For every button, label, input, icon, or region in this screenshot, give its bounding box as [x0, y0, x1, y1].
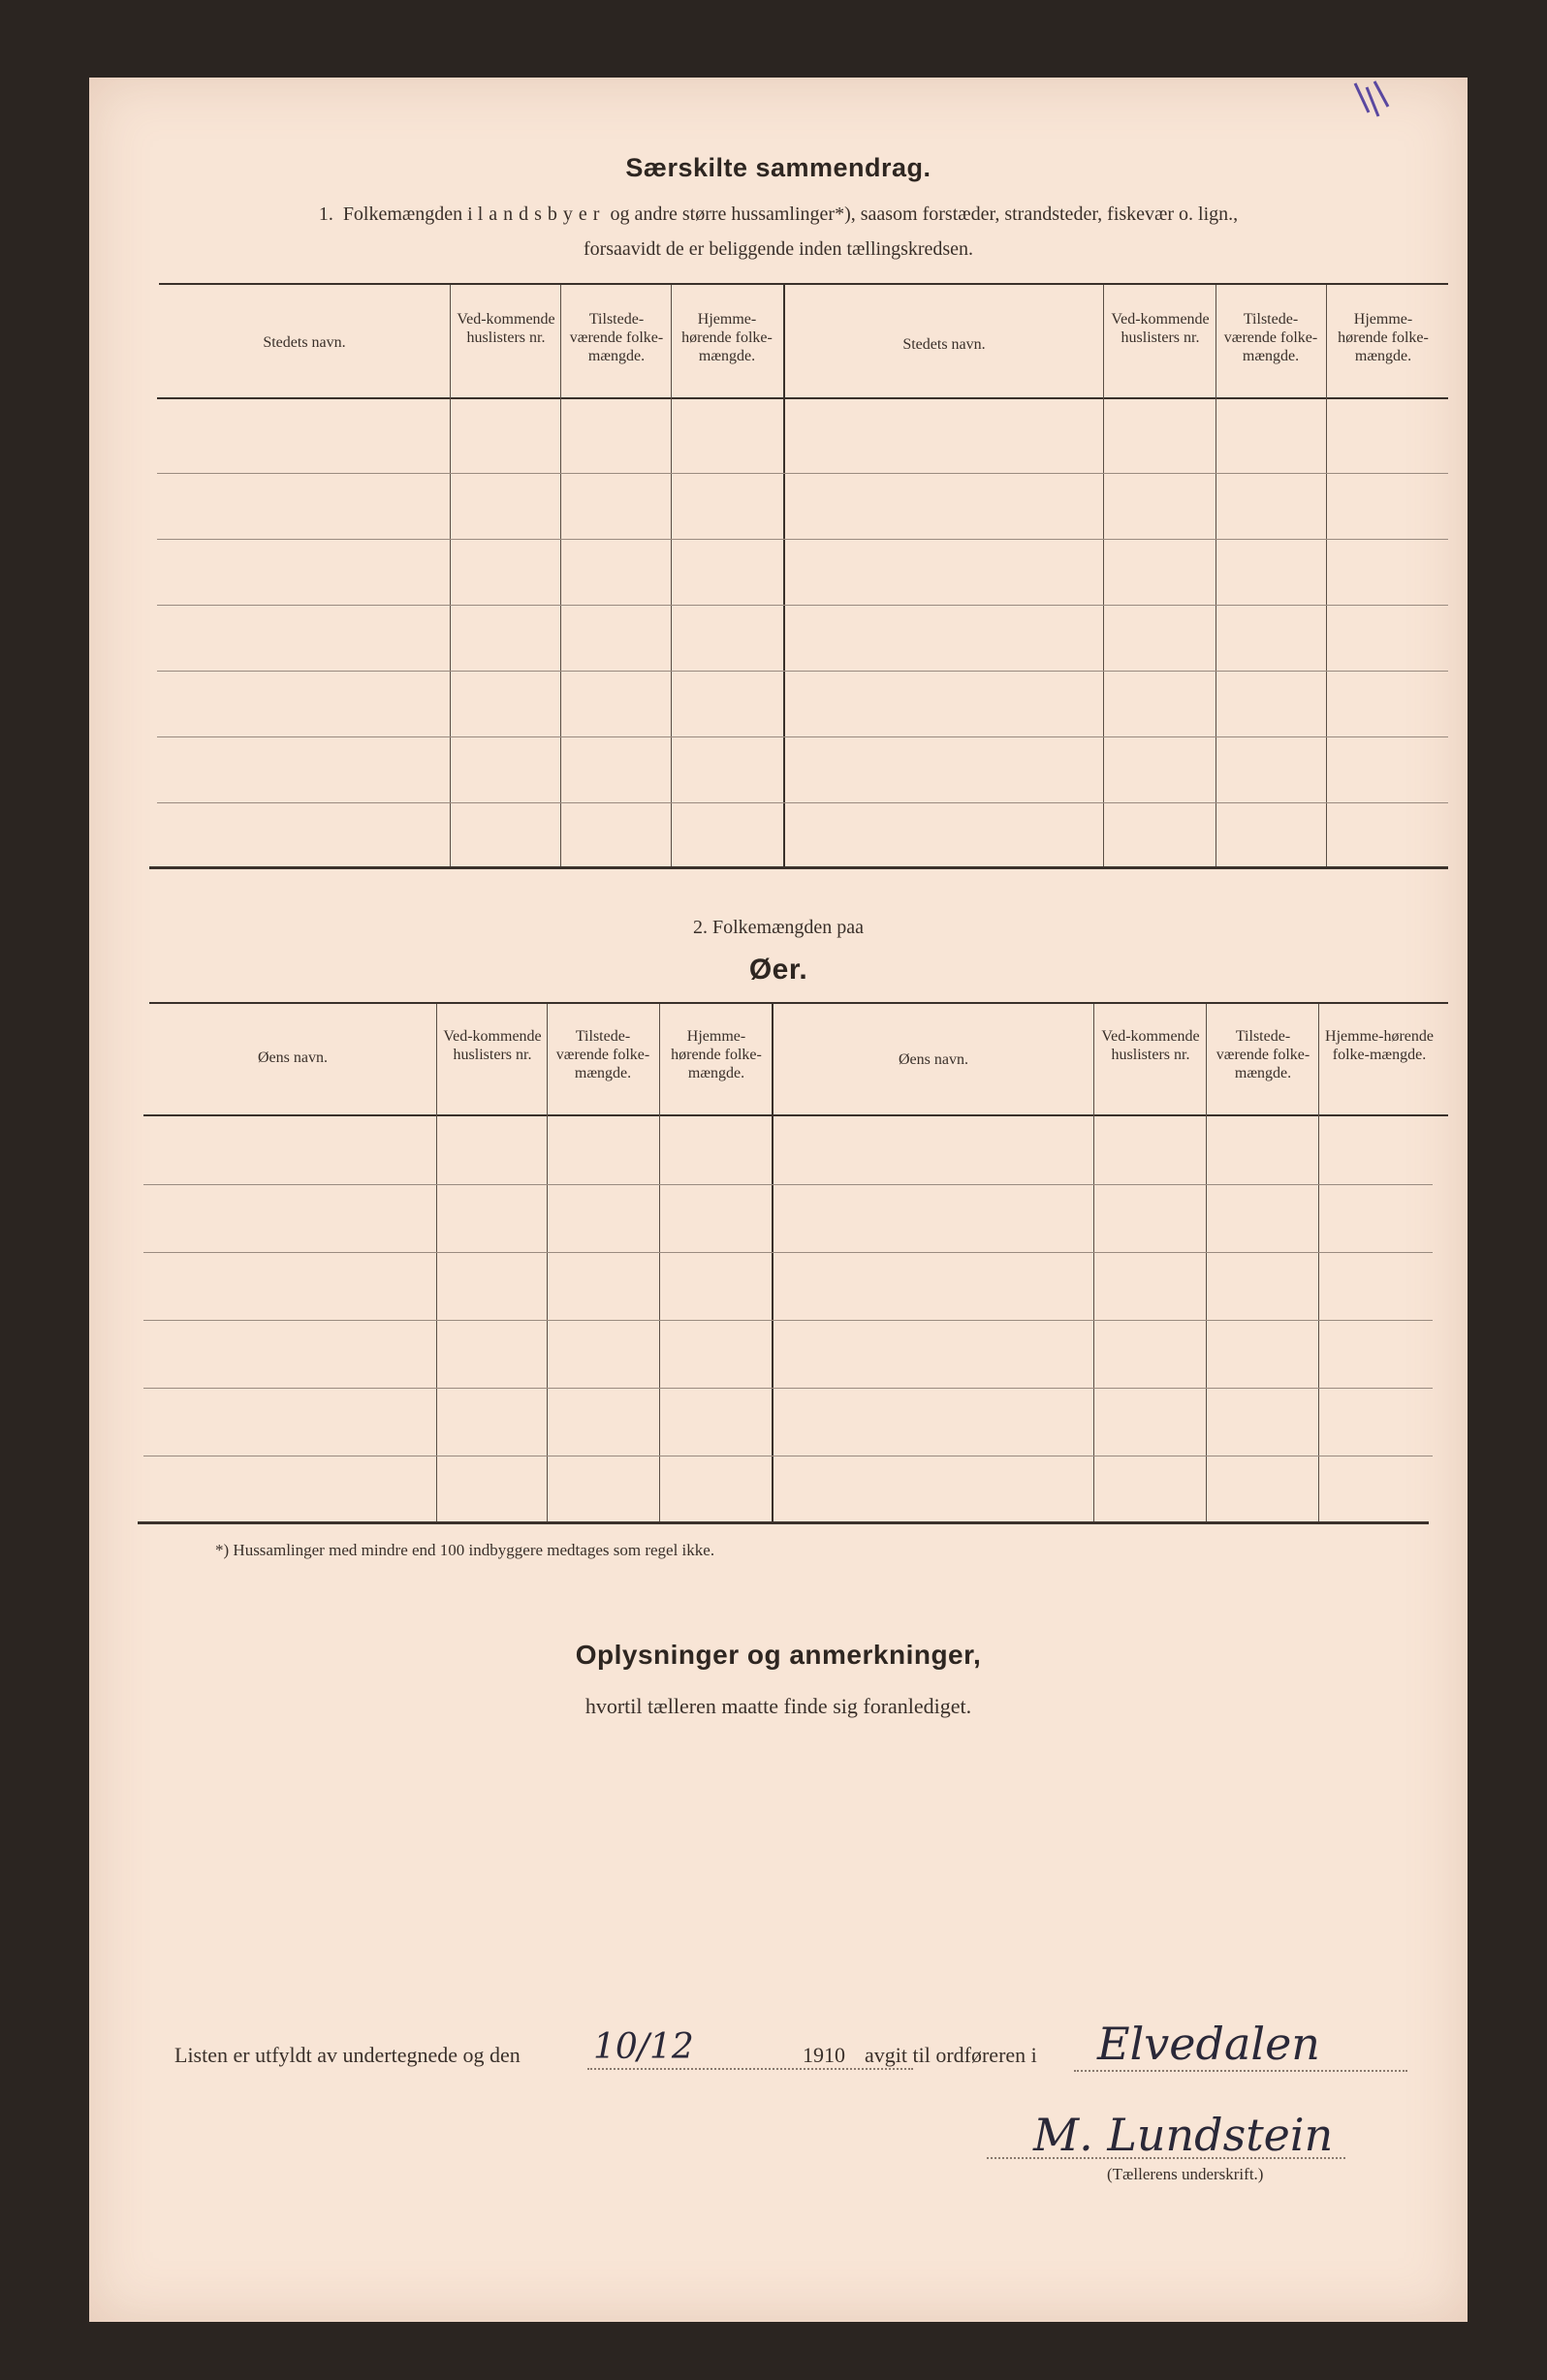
table-row: [157, 671, 1448, 672]
census-form-page: [89, 78, 1468, 2322]
section2-intro: 2. Folkemængden paa: [692, 917, 865, 938]
section1-spaced-word: landsbyer: [477, 204, 606, 225]
header-hjemme-left: Hjemme-hørende folke-mængde.: [681, 311, 773, 364]
signature-text-a: Listen er utfyldt av undertegnede og den: [174, 2043, 521, 2067]
header-huslisters-left: Ved-kommende huslisters nr.: [457, 311, 555, 346]
header-huslisters-left-2: Ved-kommende huslisters nr.: [443, 1028, 542, 1063]
table-row: [157, 736, 1448, 737]
handwritten-date: 10/12: [593, 2027, 694, 2067]
table-row: [157, 605, 1448, 606]
header-tilstede-left-2: Tilstede-værende folke-mængde.: [555, 1028, 650, 1081]
footnote: *) Hussamlinger med mindre end 100 indbyggere medtages som regel ikke.: [215, 1541, 715, 1559]
signature-caption: (Tællerens underskrift.): [1107, 2165, 1264, 2183]
header-huslisters-right: Ved-kommende huslisters nr.: [1111, 311, 1210, 346]
header-stedets-navn-left: Stedets navn.: [263, 334, 346, 351]
section1-number: 1.: [318, 204, 333, 225]
remarks-subtitle: hvortil tælleren maatte finde sig foranlediget.: [584, 1694, 972, 1718]
header-oens-navn-left: Øens navn.: [258, 1049, 328, 1066]
header-hjemme-left-2: Hjemme-hørende folke-mængde.: [671, 1028, 762, 1081]
section1-text-b: og andre større hussamlinger*), saasom forstæder, strandsteder, fiskevær o. lign.,: [610, 204, 1239, 225]
table-row: [143, 1184, 1433, 1185]
handwritten-signature: M. Lundstein: [1033, 2109, 1334, 2161]
header-huslisters-right-2: Ved-kommende huslisters nr.: [1101, 1028, 1200, 1063]
section1-intro-line2: forsaavidt de er beliggende inden tællingskredsen.: [583, 238, 974, 260]
table-row: [143, 1388, 1433, 1389]
header-tilstede-right-2: Tilstede-værende folke-mængde.: [1216, 1028, 1310, 1081]
page-title: Særskilte sammendrag.: [625, 153, 931, 182]
header-tilstede-right: Tilstede-værende folke-mængde.: [1223, 311, 1318, 364]
table-row: [157, 539, 1448, 540]
table-row: [143, 1320, 1433, 1321]
header-hjemme-right-2: Hjemme-hørende folke-mængde.: [1325, 1028, 1434, 1063]
table-row: [157, 473, 1448, 474]
signature-year: 1910: [803, 2043, 845, 2067]
header-hjemme-right: Hjemme-hørende folke-mængde.: [1338, 311, 1429, 364]
table-row: [157, 802, 1448, 803]
ink-mark-icon: [1349, 78, 1407, 126]
handwritten-place: Elvedalen: [1097, 2018, 1320, 2070]
section2-heading: Øer.: [748, 954, 808, 986]
table-row: [143, 1252, 1433, 1253]
signature-text-b: avgit til ordføreren i: [865, 2043, 1037, 2067]
remarks-title: Oplysninger og anmerkninger,: [575, 1640, 982, 1670]
header-stedets-navn-right: Stedets navn.: [902, 336, 986, 353]
header-tilstede-left: Tilstede-værende folke-mængde.: [569, 311, 664, 364]
section1-text-a: Folkemængden i: [342, 204, 473, 225]
header-oens-navn-right: Øens navn.: [899, 1051, 968, 1068]
section1-intro-line1: [89, 204, 1468, 226]
